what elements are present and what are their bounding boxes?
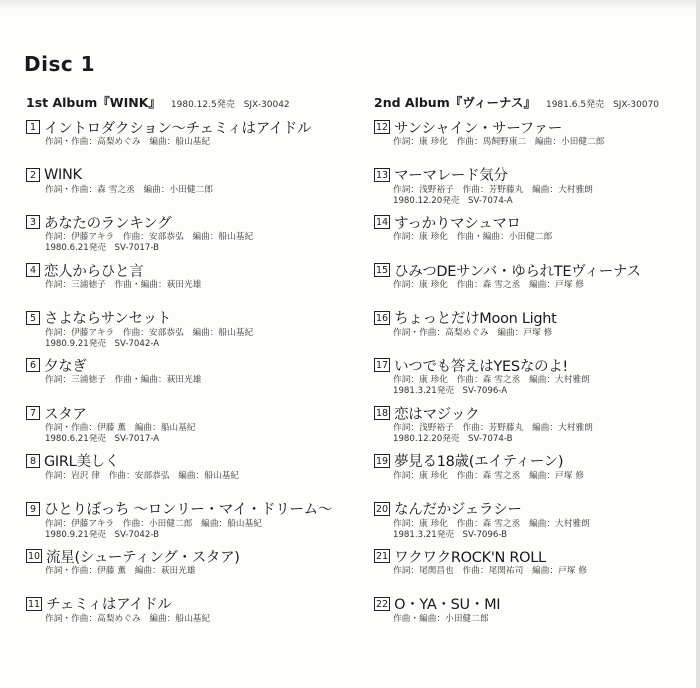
track-title: O・YA・SU・MI — [394, 597, 501, 614]
track-number-box: 22 — [376, 598, 389, 610]
track-entry — [374, 403, 700, 451]
track-title: 流星(シューティング・スタア) — [46, 549, 240, 566]
track-number-box: 13 — [376, 169, 389, 181]
track-number-box: 4 — [26, 263, 40, 277]
track-title-row — [26, 212, 356, 232]
track-number-box: 2 — [26, 168, 40, 182]
track-release-info: 1981.3.21発売 SV-7096-A — [393, 386, 508, 397]
track-credit: 作詞：康 珍化 作曲：森 雪之丞 編曲：戸塚 修 — [393, 470, 585, 481]
track-entry — [26, 117, 356, 165]
track-title-row — [26, 355, 356, 375]
track-release-info: 1981.3.21発売 SV-7096-B — [393, 529, 508, 540]
track-entry — [374, 212, 700, 260]
track-title-row — [374, 546, 700, 566]
track-title-row — [26, 451, 356, 471]
track-credit: 作詞：康 珍化 作曲：森 雪之丞 編曲：大村雅朗 — [393, 518, 590, 529]
track-entry — [374, 451, 700, 499]
track-entry — [26, 594, 356, 642]
track-credit: 作詞：伊藤アキラ 作曲：小田健二郎 編曲：船山基紀 — [45, 518, 263, 529]
track-number-box: 20 — [376, 503, 389, 515]
track-number-box: 19 — [376, 455, 389, 467]
track-number-box: 14 — [376, 217, 389, 229]
track-number-box: 1 — [26, 120, 40, 134]
track-title-row — [26, 165, 356, 185]
track-credit: 作詞・作曲：森 雪之丞 編曲：小田健二郎 — [45, 184, 214, 195]
track-number-box: 6 — [26, 358, 40, 372]
track-title: GIRL美しく — [44, 454, 120, 471]
track-entry — [374, 308, 700, 356]
track-title-row — [26, 308, 356, 328]
track-number-box: 8 — [26, 454, 40, 468]
track-list-1 — [26, 117, 356, 642]
track-entry — [26, 403, 356, 451]
album-column-2 — [374, 92, 700, 642]
track-release-info: 1980.9.21発売 SV-7042-B — [45, 529, 160, 540]
track-entry — [26, 499, 356, 547]
track-title: マーマレード気分 — [394, 168, 508, 185]
track-title: 夕なぎ — [44, 358, 87, 375]
track-entry — [26, 355, 356, 403]
track-credit: 作詞：岩沢 律 作曲：安部恭弘 編曲：船山基紀 — [45, 470, 240, 481]
track-credit: 作詞・作曲：伊藤 薫 編曲：船山基紀 — [45, 423, 196, 434]
track-entry — [374, 594, 700, 642]
track-title: ワクワクROCK'N ROLL — [394, 549, 546, 566]
track-title-row — [374, 451, 700, 471]
track-list-2 — [374, 117, 700, 642]
track-entry — [374, 165, 700, 213]
track-title: ちょっとだけMoon Light — [394, 311, 557, 328]
track-credit: 作詞：尾関昌也 作曲：尾関祐司 編曲：戸塚 修 — [393, 566, 588, 577]
album-name: 2nd Album『ヴィーナス』 — [374, 95, 536, 110]
track-credit: 作詞・作曲：高梨めぐみ 編曲：船山基紀 — [45, 613, 211, 624]
track-title-row — [26, 117, 356, 137]
track-title-row — [374, 260, 700, 280]
track-entry — [26, 451, 356, 499]
track-entry — [374, 499, 700, 547]
track-entry — [374, 546, 700, 594]
track-title: なんだかジェラシー — [394, 502, 522, 518]
track-credit: 作詞：伊藤アキラ 作曲：安部恭弘 編曲：船山基紀 — [45, 232, 254, 243]
track-credit: 作詞：三浦徳子 作曲・編曲：萩田光雄 — [45, 375, 202, 386]
track-number-box: 18 — [376, 408, 389, 420]
track-credit: 作詞：浅野裕子 作曲：芳野藤丸 編曲：大村雅朗 — [393, 184, 593, 195]
track-title-row — [374, 403, 700, 423]
track-number-box: 17 — [376, 360, 389, 372]
track-number-box: 5 — [26, 311, 40, 325]
track-title: チェミィはアイドル — [46, 597, 172, 614]
track-title-row — [26, 594, 356, 614]
track-entry — [374, 260, 700, 308]
album-meta: 1980.12.5発売 SJX-30042 — [170, 100, 290, 110]
track-title-row — [374, 117, 700, 137]
track-credit: 作詞：康 珍化 作曲：森 雪之丞 編曲：大村雅朗 — [393, 375, 590, 386]
album-name: 1st Album『WINK』 — [26, 95, 161, 110]
track-credit: 作詞：康 珍化 作曲・編曲：小田健二郎 — [393, 232, 553, 243]
track-title-row — [26, 499, 356, 519]
track-title-row — [26, 403, 356, 423]
track-entry — [26, 212, 356, 260]
track-entry — [26, 546, 356, 594]
track-credit: 作詞：康 珍化 作曲：森 雪之丞 編曲：戸塚 修 — [393, 280, 585, 291]
track-credit: 作詞・作曲：高梨めぐみ 編曲：戸塚 修 — [393, 327, 553, 338]
track-title: スタア — [44, 406, 87, 423]
track-number-box: 16 — [376, 312, 389, 324]
track-entry — [26, 165, 356, 213]
disc-title: Disc 1 — [24, 52, 96, 76]
track-title: 恋人からひと言 — [44, 263, 144, 280]
track-number-box: 11 — [28, 598, 41, 610]
track-credit: 作詞：康 珍化 作曲：馬飼野康二 編曲：小田健二郎 — [393, 137, 605, 147]
track-title-row — [374, 355, 700, 375]
track-title-row — [374, 499, 700, 519]
album-header-2 — [374, 92, 700, 110]
track-title: 恋はマジック — [394, 406, 480, 423]
track-title-row — [374, 165, 700, 185]
track-title-row — [26, 546, 356, 566]
track-title: ひとりぼっち 〜ロンリー・マイ・ドリーム〜 — [44, 502, 333, 518]
track-title: すっかりマシュマロ — [394, 215, 521, 232]
track-release-info: 1980.12.20発売 SV-7074-B — [393, 434, 513, 445]
track-title: ひみつDEサンバ・ゆられTEヴィーナス — [394, 263, 641, 280]
album-header-1 — [26, 92, 356, 110]
track-title-row — [374, 212, 700, 232]
album-column-1 — [26, 92, 356, 642]
track-title: あなたのランキング — [44, 215, 172, 232]
track-number-box: 3 — [26, 215, 40, 229]
track-credit: 作詞・作曲：高梨めぐみ 編曲：船山基紀 — [45, 137, 211, 147]
track-title: 夢見る18歳(エイティーン) — [394, 454, 564, 471]
track-credit: 作詞・作曲：伊藤 薫 編曲：萩田光雄 — [45, 566, 196, 577]
track-entry — [26, 308, 356, 356]
track-release-info: 1980.9.21発売 SV-7042-A — [45, 338, 160, 349]
track-title: いつでも答えはYESなのよ! — [394, 358, 568, 375]
track-entry — [26, 260, 356, 308]
track-release-info: 1980.6.21発売 SV-7017-B — [45, 243, 160, 254]
track-credit: 作曲・編曲：小田健二郎 — [393, 613, 489, 624]
track-credit: 作詞：三浦徳子 作曲・編曲：萩田光雄 — [45, 280, 202, 291]
track-title: イントロダクション〜チェミィはアイドル — [44, 120, 312, 137]
scan-top-edge — [0, 0, 700, 10]
track-title: WINK — [44, 166, 82, 183]
track-entry — [374, 355, 700, 403]
track-title: さよならサンセット — [44, 311, 172, 328]
track-number-box: 9 — [26, 502, 40, 516]
track-title-row — [374, 308, 700, 328]
track-number-box: 21 — [376, 551, 389, 563]
track-number-box: 12 — [376, 122, 389, 133]
track-credit: 作詞：浅野裕子 作曲：芳野藤丸 編曲：大村雅朗 — [393, 423, 593, 434]
track-credit: 作詞：伊藤アキラ 作曲：安部恭弘 編曲：船山基紀 — [45, 327, 254, 338]
track-number-box: 7 — [26, 406, 40, 420]
track-title-row — [374, 594, 700, 614]
track-entry — [374, 117, 700, 165]
track-number-box: 10 — [28, 551, 41, 563]
album-meta: 1981.6.5発売 SJX-30070 — [545, 100, 660, 110]
track-number-box: 15 — [376, 265, 389, 277]
track-title-row — [26, 260, 356, 280]
track-release-info: 1980.12.20発売 SV-7074-A — [393, 195, 513, 206]
track-title: サンシャイン・サーファー — [394, 120, 563, 137]
track-release-info: 1980.6.21発売 SV-7017-A — [45, 434, 160, 445]
